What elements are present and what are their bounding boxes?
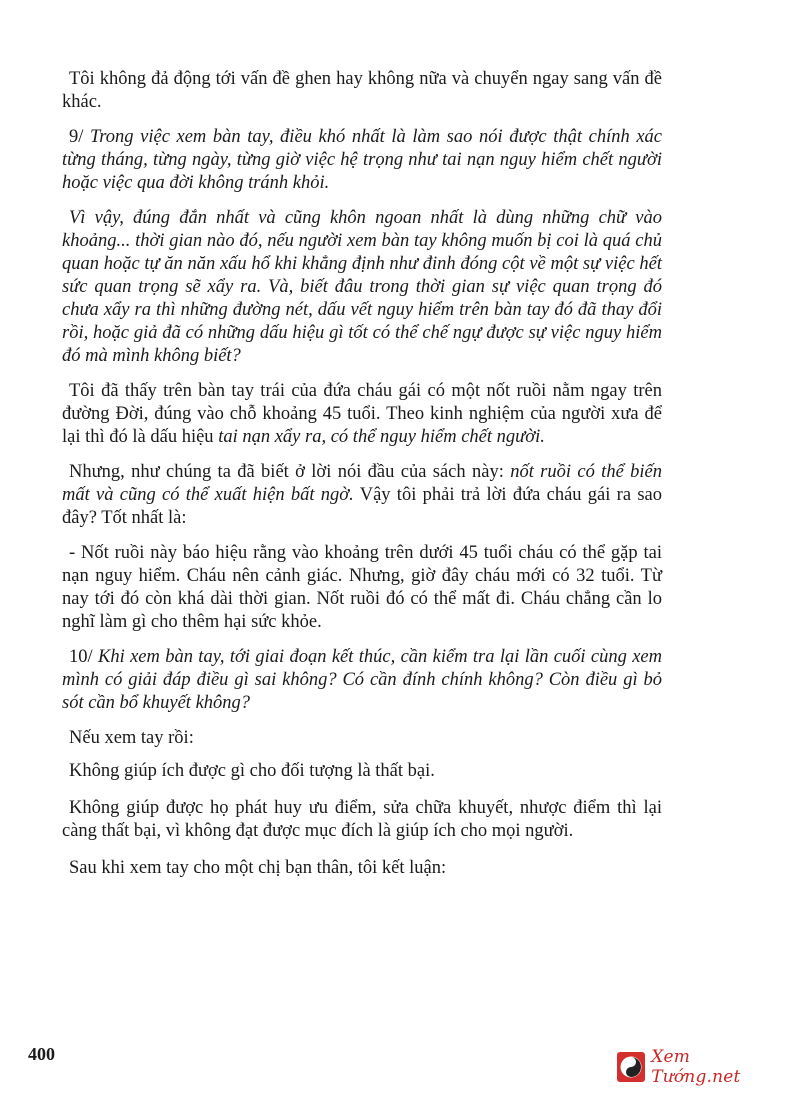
paragraph-4-segment-2: Vậy tôi phải trả lời đứa cháu gái ra sao đây? Tốt nhất là: <box>62 485 662 528</box>
paragraph-4-segment-1: nốt ruồi có thể biến mất và cũng có thể xuất hiện bất ngờ. <box>62 462 662 505</box>
paragraph-5-segment-0: - Nốt ruồi này báo hiệu rằng vào khoảng trên dưới 45 tuổi cháu có thể gặp tai nạn nguy hiểm. Cháu nên cảnh giác. Nhưng, giờ đây cháu mới có 32 tuổi. Từ nay tới đó còn khá dài thời gian. Nốt ruồi đó có thể mất đi. Cháu chẳng cần lo nghĩ làm gì cho thêm hại sức khỏe. <box>62 543 662 632</box>
paragraph-7-segment-0: Nếu xem tay rồi: <box>69 728 194 748</box>
paragraph-4-segment-0: Nhưng, như chúng ta đã biết ở lời nói đầu của sách này: <box>69 462 511 482</box>
body-text <box>62 68 662 892</box>
paragraph-0-segment-0: Tôi không đả động tới vấn đề ghen hay không nữa và chuyển ngay sang vấn đề khác. <box>62 69 662 112</box>
paragraph-9-segment-0: Không giúp được họ phát huy ưu điểm, sửa chữa khuyết, nhược điểm thì lại càng thất bại, vì không đạt được mục đích là giúp ích cho mọi người. <box>62 798 662 841</box>
yin-yang-icon <box>617 1052 645 1082</box>
paragraph-10-segment-0: Sau khi xem tay cho một chị bạn thân, tôi kết luận: <box>69 858 447 878</box>
paragraph-6-segment-1: Khi xem bàn tay, tới giai đoạn kết thúc, cần kiểm tra lại lần cuối cùng xem mình có giải đáp điều gì sai không? Có cần đính chính không? Còn điều gì bỏ sót cần bổ khuyết không? <box>62 647 662 713</box>
site-watermark <box>617 1047 777 1087</box>
paragraph-3-segment-1: tai nạn xẩy ra, có thể nguy hiểm chết người. <box>218 427 545 447</box>
watermark-text: Xem Tướng.net <box>651 1047 741 1087</box>
paragraph-6-segment-0: 10/ <box>69 647 98 667</box>
paragraph-1 <box>62 126 662 195</box>
page-number: 400 <box>28 1044 55 1064</box>
paragraph-5 <box>62 542 662 634</box>
paragraph-8 <box>62 760 662 783</box>
paragraph-1-segment-0: 9/ <box>69 127 90 147</box>
paragraph-0 <box>62 68 662 114</box>
paragraph-1-segment-1: Trong việc xem bàn tay, điều khó nhất là làm sao nói được thật chính xác từng tháng, từng ngày, từng giờ việc hệ trọng như tai nạn nguy hiểm chết người hoặc việc qua đời không tránh khỏi. <box>62 127 663 193</box>
paragraph-6 <box>62 646 662 715</box>
paragraph-9 <box>62 797 662 843</box>
paragraph-3 <box>62 380 662 449</box>
paragraph-7 <box>62 727 662 750</box>
paragraph-3-segment-0: Tôi đã thấy trên bàn tay trái của đứa cháu gái có một nốt ruồi nằm ngay trên đường Đời, đúng vào chỗ khoảng 45 tuổi. Theo kinh nghiệm của người xưa để lại thì đó là dấu hiệu <box>62 381 662 447</box>
paragraph-8-segment-0: Không giúp ích được gì cho đối tượng là thất bại. <box>69 761 435 781</box>
paragraph-2-segment-0: Vì vậy, đúng đắn nhất và cũng khôn ngoan nhất là dùng những chữ vào khoảng... thời gian nào đó, nếu người xem bàn tay không muốn bị coi là quá chủ quan hoặc tự ăn năn xấu hổ khi khẳng định như đinh đóng cột về một sự việc hết sức quan trọng sẽ xẩy ra. Và, biết đâu trong thời gian sự việc quan trọng đó chưa xẩy ra thì những đường nét, dấu vết nguy hiểm trên bàn tay đó đã thay đổi rồi, hoặc giả đã có những dấu hiệu gì tốt có thể chế ngự được sự việc nguy hiểm đó mà mình không biết? <box>62 208 662 366</box>
paragraph-10 <box>62 857 662 880</box>
paragraph-2 <box>62 207 662 368</box>
paragraph-4 <box>62 461 662 530</box>
